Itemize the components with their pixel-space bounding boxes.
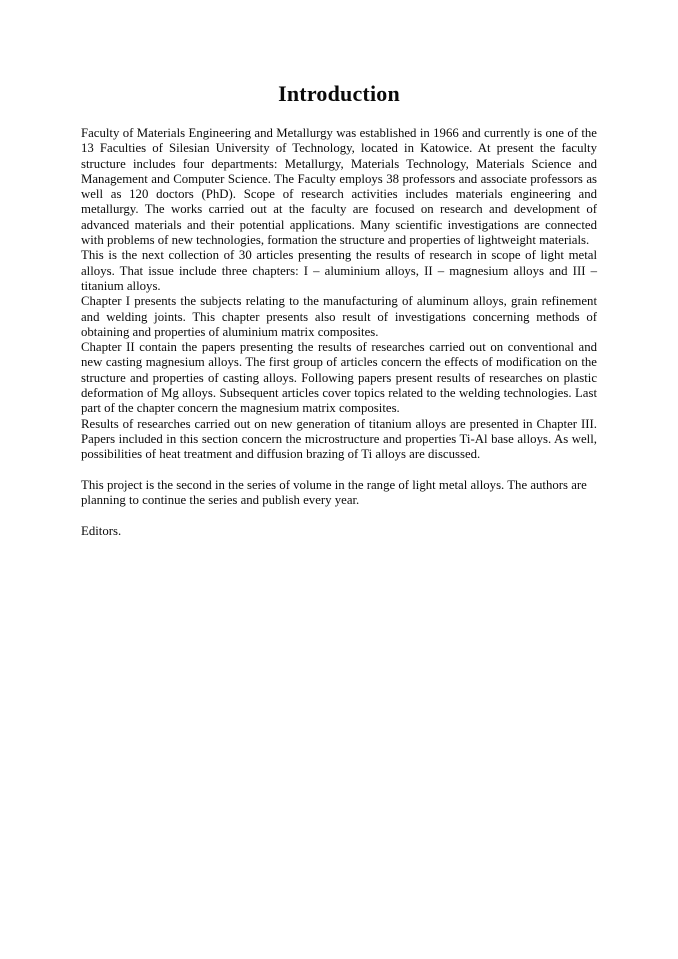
body-text (81, 126, 597, 539)
paragraph-project-note: This project is the second in the series of volume in the range of light metal alloys. The authors are planning to continue the series and publish every year. (81, 477, 587, 508)
page-title: Introduction (278, 81, 400, 106)
paragraph-chapter-1: Chapter I presents the subjects relating to the manufacturing of aluminum alloys, grain refinement and welding joints. This chapter presents also result of investigations concerning methods of obtaining and properties of aluminium matrix composites. (81, 294, 597, 339)
paragraph-chapter-2: Chapter II contain the papers presenting the results of researches carried out on conventional and new casting magnesium alloys. The first group of articles concern the effects of modification on the structure and properties of casting alloys. Following papers present results of researches on plastic deformation of Mg alloys. Subsequent articles cover topics related to the welding technologies. Last part of the chapter concern the magnesium matrix composites. (81, 340, 597, 416)
signature-editors: Editors. (81, 523, 122, 538)
page-content (81, 82, 597, 539)
paragraph-chapter-3: Results of researches carried out on new generation of titanium alloys are presented in Chapter III. Papers included in this section concern the microstructure and properties Ti-Al base alloys. As well, possibilities of heat treatment and diffusion brazing of Ti alloys are discussed. (81, 416, 597, 462)
paragraph-collection-overview: This is the next collection of 30 articles presenting the results of research in scope of light metal alloys. That issue include three chapters: I – aluminium alloys, II – magnesium alloys and III – titanium alloys. (81, 248, 597, 293)
paragraph-faculty-overview: Faculty of Materials Engineering and Metallurgy was established in 1966 and currently is one of the 13 Faculties of Silesian University of Technology, located in Katowice. At present the faculty structure includes four departments: Metallurgy, Materials Technology, Materials Science and Management and Computer Science. The Faculty employs 38 professors and associate professors as well as 120 doctors (PhD). Scope of research activities includes materials engineering and metallurgy. The works carried out at the faculty are focused on research and development of advanced materials and their potential applications. Many scientific investigations are connected with problems of new technologies, formation the structure and properties of lightweight materials. (81, 126, 597, 248)
